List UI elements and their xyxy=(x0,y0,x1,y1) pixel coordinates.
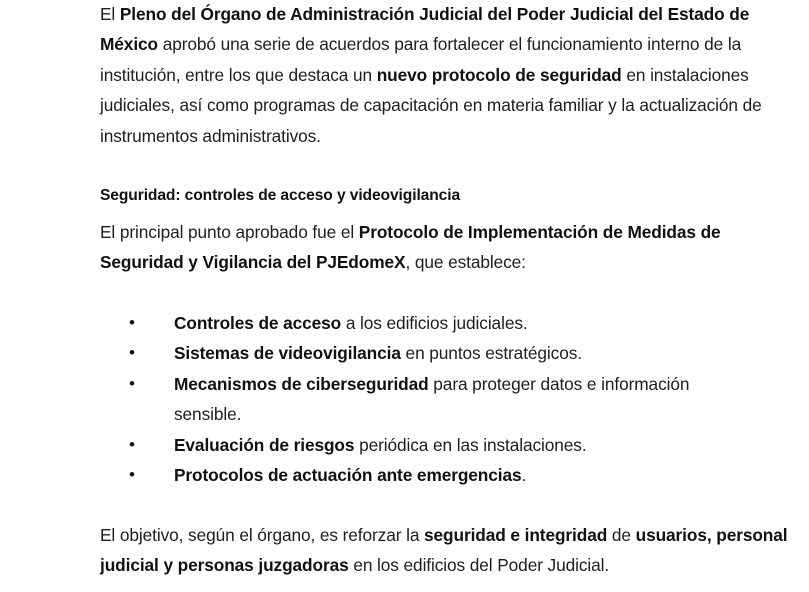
list-item xyxy=(100,369,734,430)
bullet-icon: • xyxy=(129,434,135,454)
bullet-icon: • xyxy=(129,313,135,332)
list-item-text: . xyxy=(521,465,527,486)
protocol-paragraph xyxy=(100,217,800,278)
protocol-text-1: El principal punto aprobado fue el xyxy=(100,222,359,242)
intro-bold-1: Pleno del Órgano de Administración Judicial del Poder Judicial del Estado de México xyxy=(100,4,750,55)
intro-text-2: aprobó una serie de acuerdos para fortalecer el funcionamiento interno de la institución, entre los que destaca un xyxy=(100,34,742,85)
list-item xyxy=(100,308,734,338)
list-item-text: para proteger datos e información sensible. xyxy=(174,373,690,425)
list-item-bold: Protocolos de actuación ante emergencias xyxy=(174,465,522,486)
list-item-bold: Mecanismos de ciberseguridad xyxy=(174,373,429,394)
bullet-icon: • xyxy=(129,465,135,485)
list-item xyxy=(100,430,734,460)
bullet-icon: • xyxy=(129,373,135,393)
measures-list xyxy=(100,308,800,490)
intro-paragraph xyxy=(100,0,800,151)
list-item-text: a los edificios judiciales. xyxy=(341,313,528,333)
intro-bold-2: nuevo protocolo de seguridad xyxy=(376,64,622,85)
list-item-text: periódica en las instalaciones. xyxy=(354,434,587,455)
protocol-bold-1: Protocolo de Implementación de Medidas de Seguridad y Vigilancia del PJEdomeX xyxy=(100,222,721,273)
list-item-bold: Controles de acceso xyxy=(174,313,342,333)
objective-paragraph xyxy=(100,520,800,581)
objective-bold-1: seguridad e integridad xyxy=(424,525,608,545)
objective-bold-2: usuarios, personal judicial y personas juzgadoras xyxy=(100,525,788,576)
list-item-text: en puntos estratégicos. xyxy=(400,343,582,364)
list-item xyxy=(100,338,734,368)
objective-text-3: en los edificios del Poder Judicial. xyxy=(348,555,610,576)
list-item xyxy=(100,460,734,490)
bullet-icon: • xyxy=(129,343,135,363)
objective-text-1: El objetivo, según el órgano, es reforzar la xyxy=(100,525,425,545)
list-item-bold: Evaluación de riesgos xyxy=(174,434,355,455)
section-heading: Seguridad: controles de acceso y videovigilancia xyxy=(100,187,461,204)
list-item-bold: Sistemas de videovigilancia xyxy=(174,343,401,364)
intro-text-3: en instalaciones judiciales, así como programas de capacitación en materia familiar y la actualización de instrumentos administrativos. xyxy=(100,64,762,146)
protocol-text-2: , que establece: xyxy=(405,252,526,273)
objective-text-2: de xyxy=(607,525,636,545)
intro-text-1: El xyxy=(100,4,120,24)
